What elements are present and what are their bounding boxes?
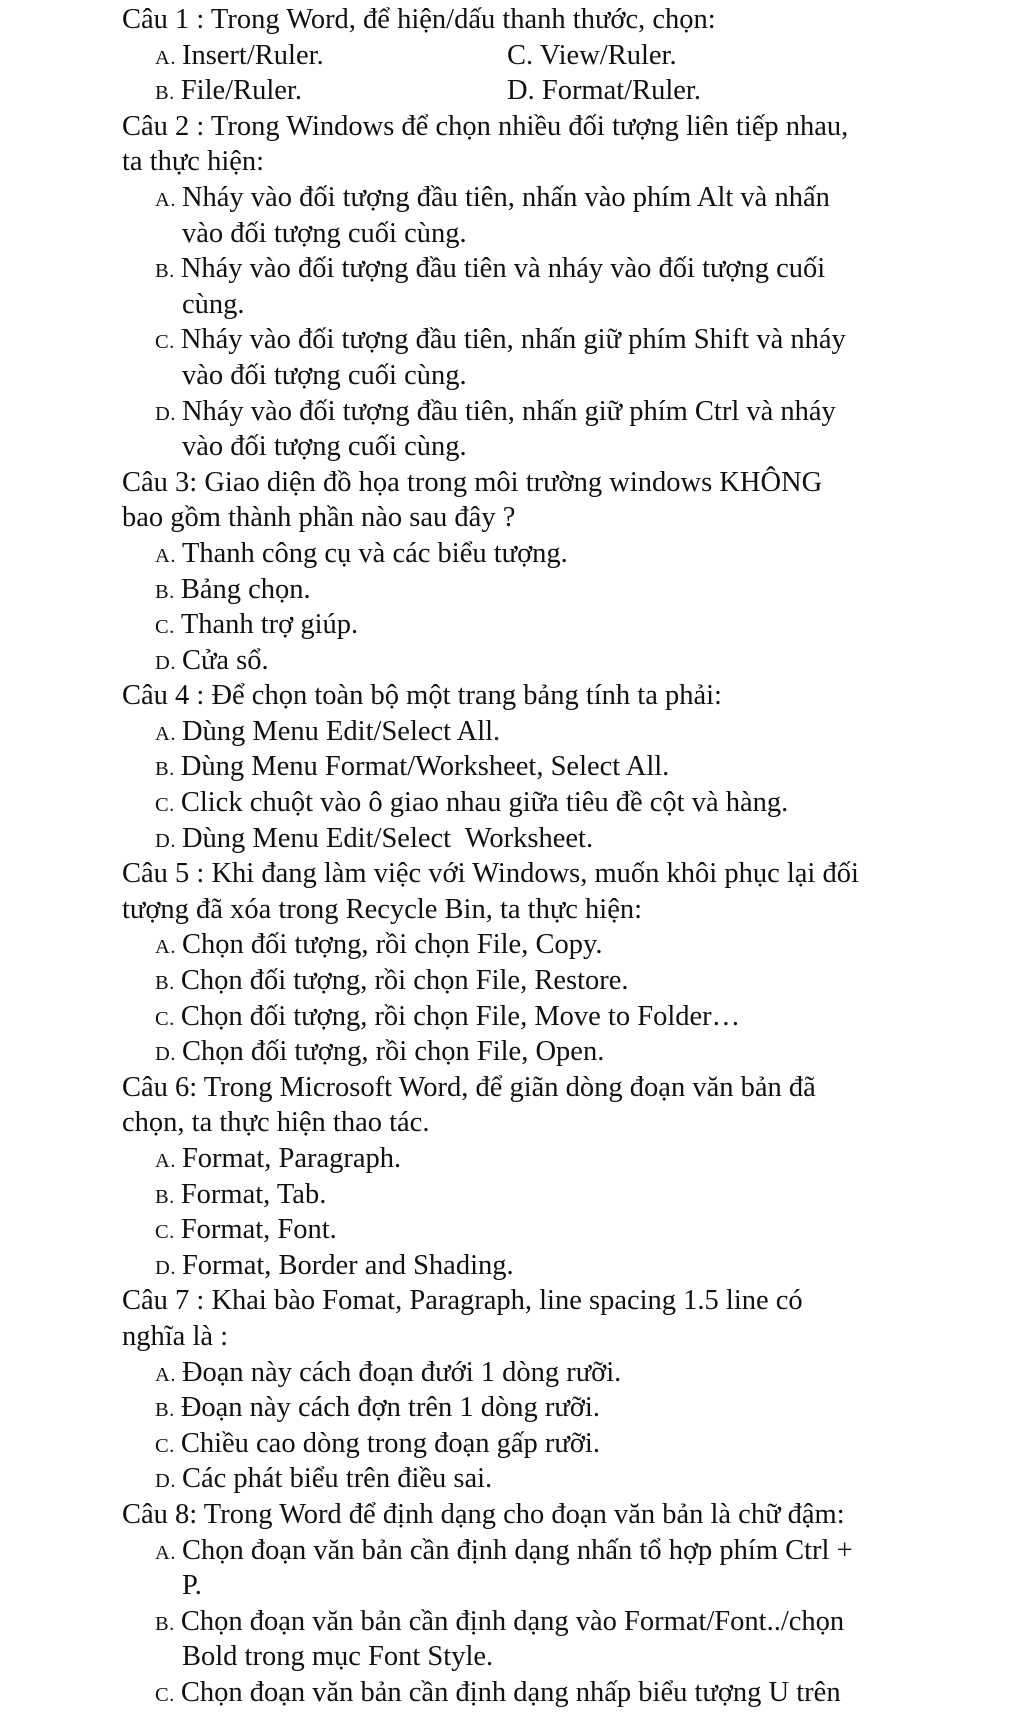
option-a-cont: vào đối tượng cuối cùng. [182, 217, 467, 249]
option-text: Nháy vào đối tượng đầu tiên, nhấn giữ phím Shift và nháy [180, 324, 846, 356]
option-d [0, 821, 1024, 857]
question-7-text-cont: nghĩa là : [122, 1320, 229, 1352]
option-text: Thanh trợ giúp. [180, 609, 359, 641]
option-c [0, 999, 1024, 1035]
option-c-cont: vào đối tượng cuối cùng. [182, 359, 467, 391]
option-c [0, 1426, 1024, 1462]
option-d [0, 394, 1024, 430]
option-text: Dùng Menu Edit/Select Worksheet. [181, 822, 594, 854]
option-letter: C. [155, 1434, 175, 1457]
question-8-text: Câu 8: Trong Word để định dạng cho đoạn văn bản là chữ đậm: [122, 1498, 845, 1530]
option-text: Format/Ruler. [541, 75, 701, 107]
option-text: Chọn đoạn văn bản cần định dạng nhấn tổ hợp phím Ctrl + [181, 1534, 853, 1566]
option-letter: D. [155, 829, 176, 852]
option-c [0, 322, 1024, 358]
option-a-cont: P. [182, 1570, 202, 1602]
question-3-text: Câu 3: Giao diện đồ họa trong môi trường windows KHÔNG [122, 466, 823, 498]
option-letter: B. [155, 1185, 175, 1208]
question-1-text: Câu 1 : Trong Word, để hiện/dấu thanh thước, chọn: [122, 4, 716, 35]
option-a [0, 180, 1024, 216]
option-d [0, 1461, 1024, 1497]
option-b [0, 749, 1024, 785]
option-letter: A. [155, 936, 176, 959]
option-text: Dùng Menu Edit/Select All. [181, 715, 501, 747]
option-b [0, 572, 1024, 608]
option-c [0, 1675, 1024, 1711]
option-text: Các phát biểu trên điều sai. [181, 1463, 493, 1495]
option-text: Format, Tab. [180, 1178, 327, 1210]
option-letter: A. [155, 1150, 176, 1172]
option-text: Insert/Ruler. [181, 39, 324, 71]
question-2-text-cont: ta thực hiện: [122, 146, 265, 178]
option-letter: D. [155, 1256, 176, 1279]
option-text: Click chuột vào ô giao nhau giữa tiêu đề cột và hàng. [180, 787, 789, 819]
option-d [507, 73, 701, 109]
option-d [0, 1248, 1024, 1284]
option-b [0, 73, 507, 109]
question-3-text-cont: bao gồm thành phần nào sau đây ? [122, 502, 516, 534]
option-letter: C. [507, 39, 534, 71]
option-letter: B. [155, 972, 175, 995]
option-letter: A. [155, 188, 176, 211]
option-text: Chọn đối tượng, rồi chọn File, Open. [181, 1036, 605, 1068]
option-text: Chọn đối tượng, rồi chọn File, Move to Folder… [180, 1000, 741, 1032]
option-text: Chiều cao dòng trong đoạn gấp rưỡi. [180, 1427, 600, 1459]
option-letter: D. [155, 651, 176, 674]
option-letter: A. [155, 1541, 176, 1564]
option-letter: C. [155, 1683, 175, 1706]
option-letter: C. [155, 1221, 175, 1244]
option-letter: A. [155, 46, 176, 69]
option-letter: A. [155, 544, 176, 567]
option-text: Chọn đoạn văn bản cần định dạng vào Format/Font../chọn [180, 1605, 845, 1637]
option-d [0, 643, 1024, 679]
option-letter: C. [155, 1007, 175, 1030]
option-b-cont: cùng. [182, 288, 245, 320]
option-a [0, 1533, 1024, 1569]
question-6-text: Câu 6: Trong Microsoft Word, để giãn dòng đoạn văn bản đã [122, 1071, 816, 1103]
option-letter: C. [155, 331, 175, 354]
option-text: Chọn đối tượng, rồi chọn File, Restore. [180, 965, 629, 997]
option-letter: B. [155, 580, 175, 603]
option-b [0, 1390, 1024, 1426]
option-letter: C. [155, 616, 175, 639]
option-text: View/Ruler. [539, 39, 677, 71]
option-letter: B. [155, 1612, 175, 1635]
option-text: Chọn đối tượng, rồi chọn File, Copy. [181, 929, 603, 961]
option-text: Format, Font. [180, 1214, 337, 1246]
option-text: Format, Border and Shading. [181, 1249, 514, 1281]
option-letter: A. [155, 722, 176, 745]
option-text: Thanh công cụ và các biểu tượng. [181, 537, 568, 569]
option-a [0, 1141, 1024, 1177]
option-b-cont: Bold trong mục Font Style. [182, 1641, 494, 1673]
option-b [0, 963, 1024, 999]
question-7-text: Câu 7 : Khai bào Fomat, Paragraph, line spacing 1.5 line có [122, 1285, 803, 1317]
option-letter: C. [155, 794, 175, 817]
option-c [0, 1212, 1024, 1248]
option-a [0, 38, 507, 74]
option-text: Bảng chọn. [180, 573, 311, 605]
option-c [0, 607, 1024, 643]
option-text: Đoạn này cách đợn trên 1 dòng rưỡi. [180, 1392, 600, 1424]
option-text: Dùng Menu Format/Worksheet, Select All. [180, 751, 670, 783]
option-text: Format, Paragraph. [181, 1143, 402, 1174]
question-4-text: Câu 4 : Để chọn toàn bộ một trang bảng tính ta phải: [122, 680, 722, 712]
question-5-text-cont: tượng đã xóa trong Recycle Bin, ta thực hiện: [122, 893, 643, 925]
option-b [0, 251, 1024, 287]
option-letter: B. [155, 260, 175, 283]
option-letter: D. [155, 1470, 176, 1493]
option-letter: B. [155, 1399, 175, 1422]
option-letter: D. [507, 75, 535, 107]
option-c [507, 38, 677, 74]
option-a [0, 714, 1024, 750]
option-letter: D. [155, 1043, 176, 1066]
option-a [0, 927, 1024, 963]
option-text: Đoạn này cách đoạn đưới 1 dòng rưỡi. [181, 1356, 622, 1388]
question-5-text: Câu 5 : Khi đang làm việc với Windows, muốn khôi phục lại đối [122, 858, 859, 890]
option-text: Nháy vào đối tượng đầu tiên, nhấn vào phím Alt và nhấn [181, 181, 830, 213]
question-6-text-cont: chọn, ta thực hiện thao tác. [122, 1107, 430, 1139]
option-text: File/Ruler. [180, 75, 302, 107]
option-b [0, 1177, 1024, 1213]
option-b [0, 1604, 1024, 1640]
option-c [0, 785, 1024, 821]
option-d-cont: vào đối tượng cuối cùng. [182, 431, 467, 463]
option-text: Nháy vào đối tượng đầu tiên, nhấn giữ phím Ctrl và nháy [181, 395, 836, 427]
question-2-text: Câu 2 : Trong Windows để chọn nhiều đối tượng liên tiếp nhau, [122, 110, 849, 142]
option-letter: D. [155, 402, 176, 425]
option-text: Nháy vào đối tượng đầu tiên và nháy vào đối tượng cuối [180, 253, 826, 285]
option-text: Chọn đoạn văn bản cần định dạng nhấp biểu tượng U trên [180, 1676, 841, 1708]
option-text: Cửa sổ. [181, 644, 269, 676]
option-letter: B. [155, 82, 175, 105]
question-1-options-row-1 [0, 38, 1024, 74]
option-letter: A. [155, 1363, 176, 1386]
option-a [0, 1355, 1024, 1391]
option-d [0, 1034, 1024, 1070]
option-a [0, 536, 1024, 572]
option-letter: B. [155, 758, 175, 781]
question-1-options-row-2 [0, 73, 1024, 109]
